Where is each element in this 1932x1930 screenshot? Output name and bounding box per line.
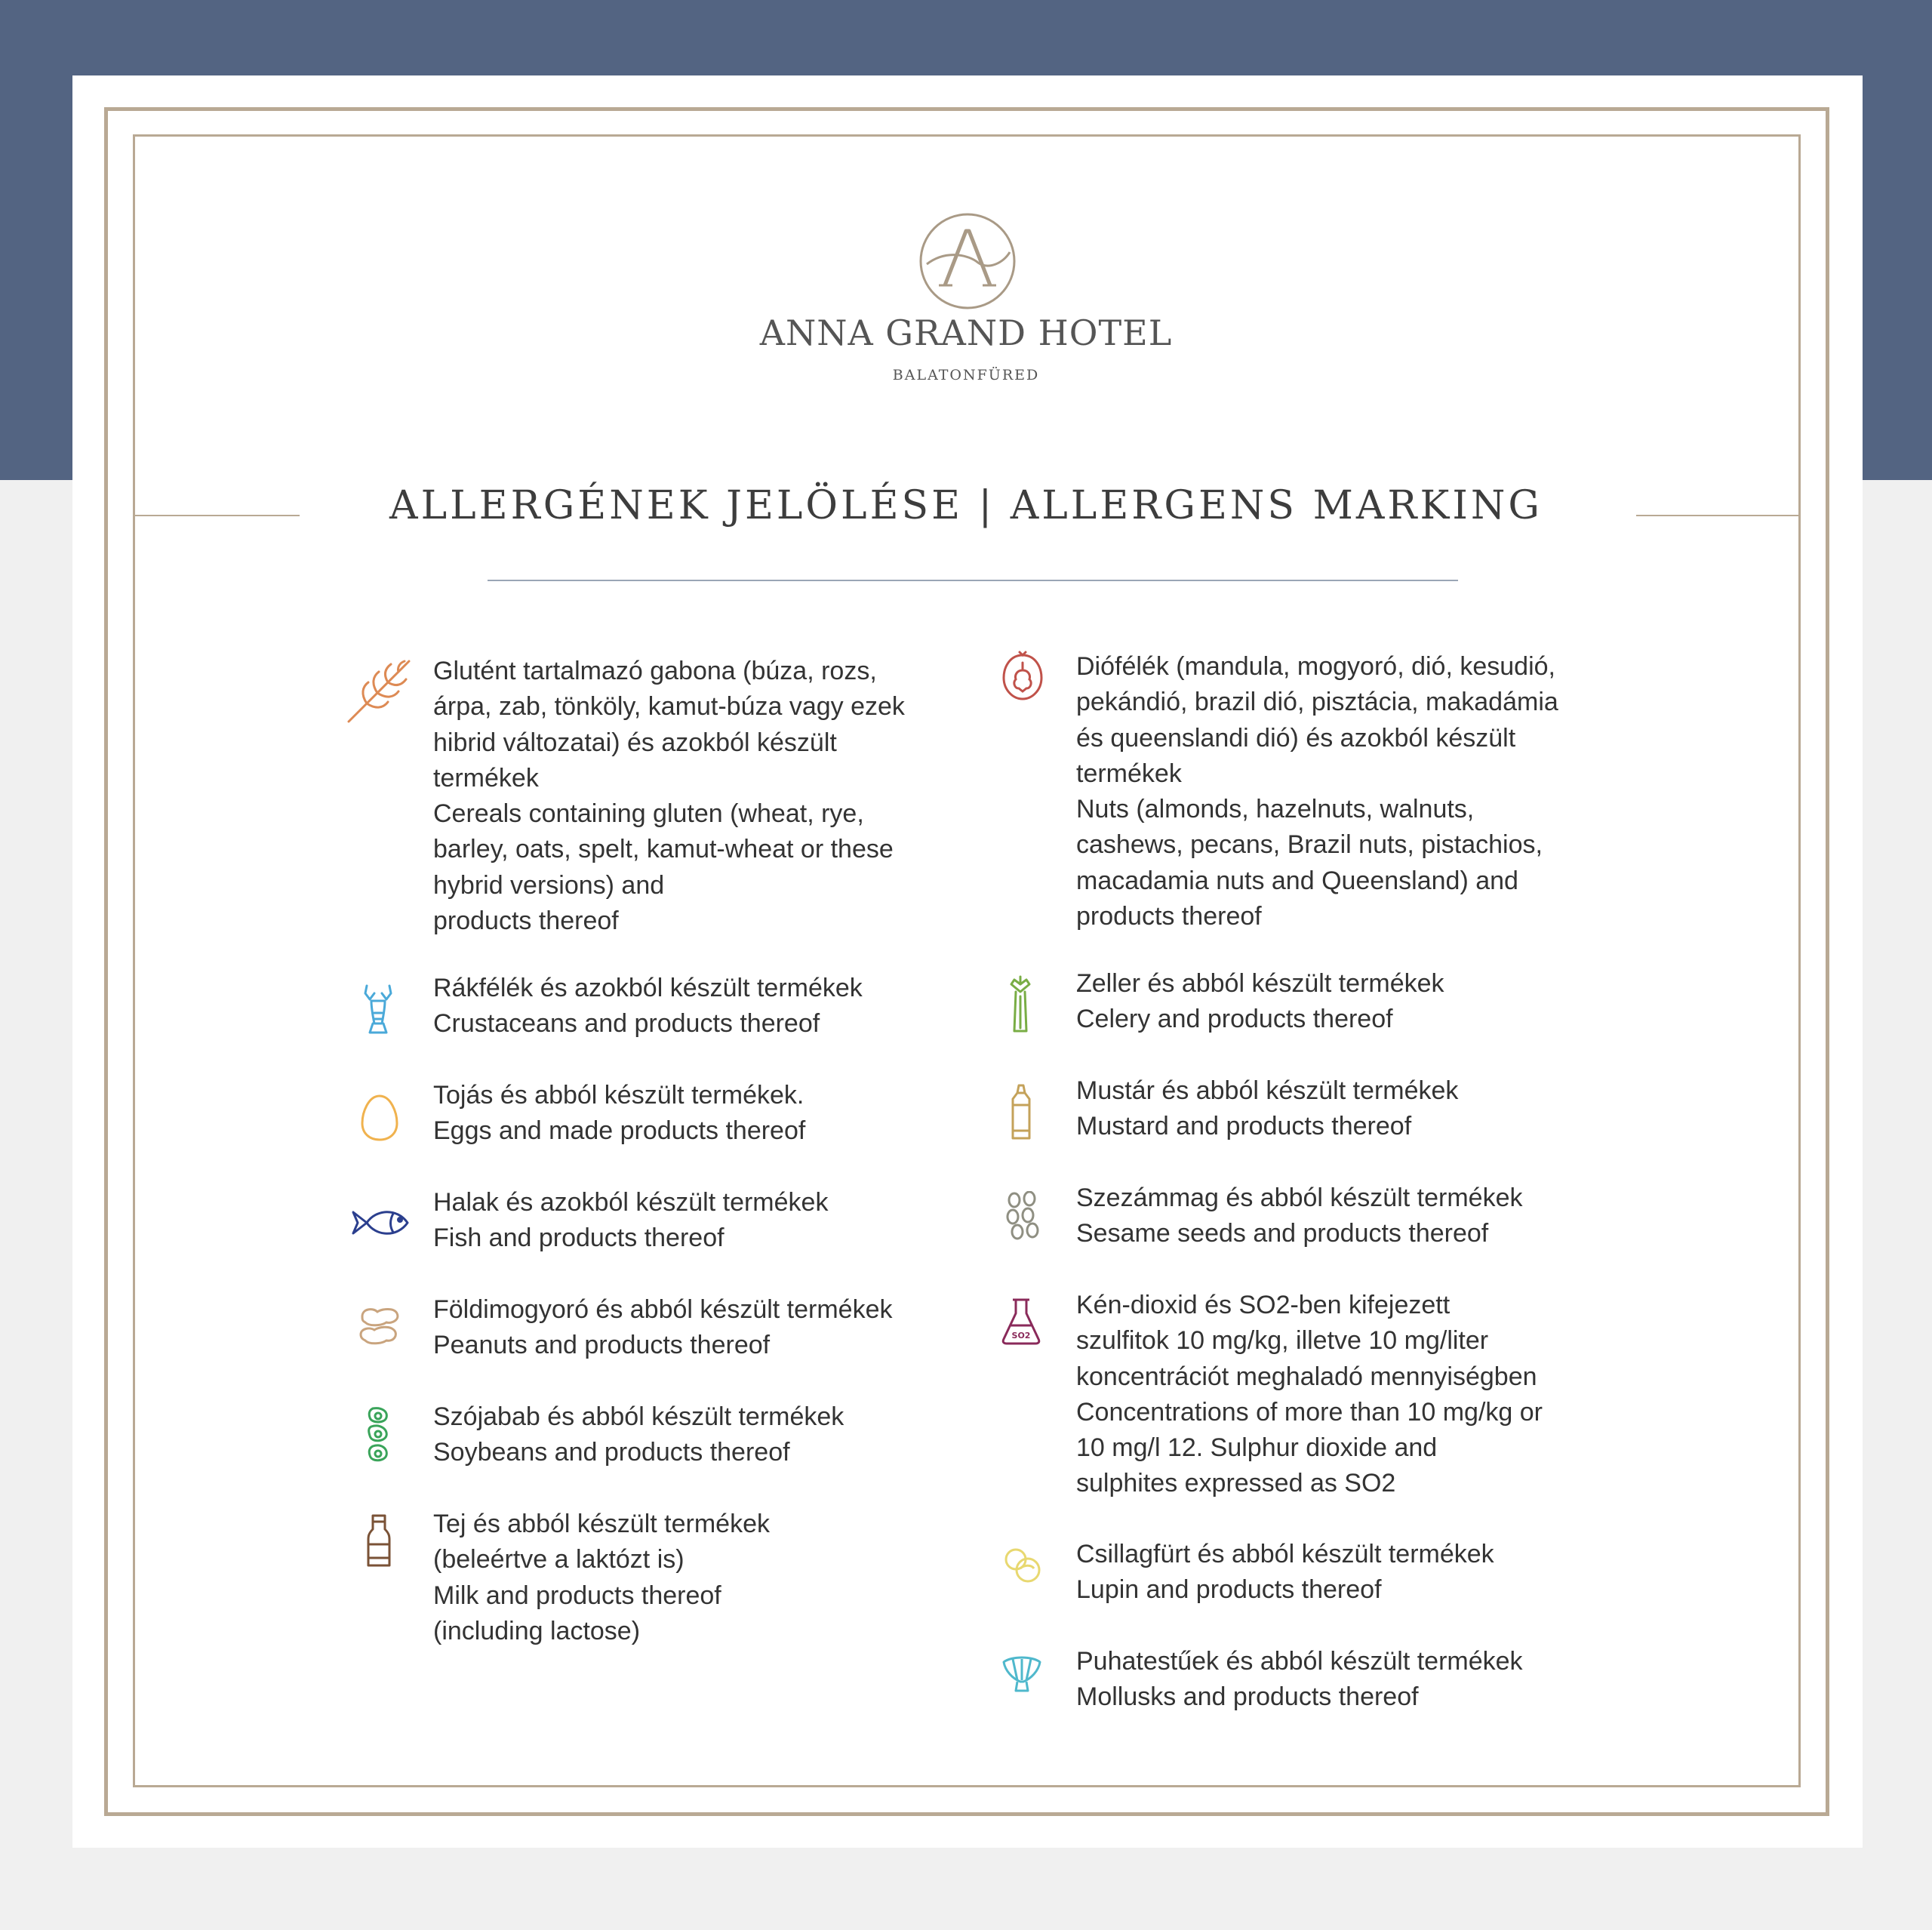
flask-label: SO2 — [1011, 1331, 1031, 1341]
mustard-icon — [1008, 1082, 1034, 1141]
allergen-text — [433, 1185, 1014, 1257]
allergen-text — [1076, 1288, 1656, 1502]
egg-icon — [359, 1093, 400, 1143]
allergen-text — [433, 1399, 1014, 1471]
text-line: Szezámmag és abból készült termékek — [1076, 1184, 1523, 1212]
allergen-text — [1076, 1537, 1656, 1608]
text-line: Zeller és abból készült termékek — [1076, 969, 1444, 998]
text-line: Milk and products thereof — [433, 1581, 721, 1610]
text-line: Diófélék (mandula, mogyoró, dió, kesudió, — [1076, 652, 1555, 681]
heading-rule-left — [135, 515, 300, 516]
text-line: cashews, pecans, Brazil nuts, pistachios, — [1076, 830, 1543, 860]
text-line: Tej és abból készült termékek — [433, 1510, 770, 1538]
text-line: Peanuts and products thereof — [433, 1331, 771, 1360]
hotel-logo-icon — [916, 210, 1019, 312]
text-line: Fish and products thereof — [433, 1224, 724, 1253]
text-line: products thereof — [433, 907, 619, 936]
text-line: Eggs and made products thereof — [433, 1116, 806, 1146]
text-line: products thereof — [1076, 902, 1262, 931]
allergen-text — [433, 1507, 1014, 1649]
text-line: Kén-dioxid és SO2-ben kifejezett — [1076, 1291, 1451, 1319]
allergen-text — [433, 971, 1014, 1042]
text-line: Halak és azokból készült termékek — [433, 1188, 829, 1217]
text-line: Puhatestűek és abból készült termékek — [1076, 1647, 1523, 1676]
text-line: (beleértve a laktózt is) — [433, 1545, 685, 1574]
text-line: Szójabab és abból készült termékek — [433, 1402, 844, 1431]
text-line: sulphites expressed as SO2 — [1076, 1469, 1396, 1498]
milk-bottle-icon — [365, 1513, 392, 1568]
sulphite-flask-icon — [1001, 1297, 1041, 1345]
crustacean-icon — [361, 983, 395, 1036]
text-line: termékek — [1076, 759, 1182, 788]
text-line: és queenslandi dió) és azokból készült — [1076, 723, 1516, 753]
text-line: Nuts (almonds, hazelnuts, walnuts, — [1076, 795, 1475, 824]
allergen-text — [433, 1292, 1014, 1364]
allergen-text — [1076, 1073, 1656, 1145]
text-line: Csillagfürt és abból készült termékek — [1076, 1540, 1494, 1568]
allergen-text — [1076, 649, 1656, 934]
allergen-text — [1076, 1180, 1656, 1252]
text-line: Concentrations of more than 10 mg/kg or — [1076, 1397, 1543, 1427]
title-underline — [488, 580, 1458, 581]
text-line: (including lactose) — [433, 1616, 641, 1645]
mollusk-icon — [1001, 1653, 1043, 1694]
text-line: koncentrációt meghaladó mennyiségben — [1076, 1362, 1537, 1391]
text-line: hybrid versions) and — [433, 870, 665, 900]
brand-name: ANNA GRAND HOTEL — [759, 312, 1173, 353]
text-line: Tojás és abból készült termékek. — [433, 1081, 804, 1110]
text-line: barley, oats, spelt, kamut-wheat or these — [433, 835, 894, 864]
allergen-text — [1076, 1644, 1656, 1716]
text-line: Soybeans and products thereof — [433, 1438, 790, 1467]
text-line: Crustaceans and products thereof — [433, 1009, 820, 1039]
text-line: Cereals containing gluten (wheat, rye, — [433, 799, 864, 829]
allergen-text — [433, 654, 1014, 939]
page-title: ALLERGÉNEK JELÖLÉSE | ALLERGENS MARKING — [389, 483, 1543, 528]
text-line: Glutént tartalmazó gabona (búza, rozs, — [433, 657, 877, 685]
text-line: szulfitok 10 mg/kg, illetve 10 mg/liter — [1076, 1326, 1489, 1356]
soybean-icon — [364, 1405, 394, 1466]
text-line: Mustár és abból készült termékek — [1076, 1076, 1459, 1105]
text-line: hibrid változatai) és azokból készült — [433, 728, 837, 757]
text-line: Celery and products thereof — [1076, 1005, 1393, 1034]
text-line: Mollusks and products thereof — [1076, 1682, 1419, 1712]
text-line: Mustard and products thereof — [1076, 1112, 1412, 1141]
sesame-icon — [1005, 1191, 1040, 1241]
allergen-text — [433, 1078, 1014, 1150]
text-line: Földimogyoró és abból készült termékek — [433, 1295, 893, 1324]
fish-icon — [350, 1205, 411, 1241]
heading-rule-right — [1636, 515, 1799, 516]
wheat-icon — [346, 657, 412, 725]
text-line: árpa, zab, tönköly, kamut-búza vagy ezek — [433, 692, 905, 722]
text-line: termékek — [433, 763, 539, 793]
allergen-text — [1076, 966, 1656, 1038]
peanut-icon — [356, 1303, 403, 1348]
text-line: Rákfélék és azokból készült termékek — [433, 974, 863, 1002]
lupin-icon — [1001, 1546, 1043, 1585]
text-line: Sesame seeds and products thereof — [1076, 1219, 1489, 1248]
text-line: pekándió, brazil dió, pisztácia, makadámia — [1076, 688, 1558, 717]
text-line: Lupin and products thereof — [1076, 1575, 1382, 1605]
text-line: 10 mg/l 12. Sulphur dioxide and — [1076, 1433, 1438, 1463]
brand-location: BALATONFÜRED — [892, 367, 1040, 383]
celery-icon — [1004, 974, 1037, 1034]
nut-icon — [999, 649, 1046, 703]
text-line: macadamia nuts and Queensland) and — [1076, 866, 1518, 895]
